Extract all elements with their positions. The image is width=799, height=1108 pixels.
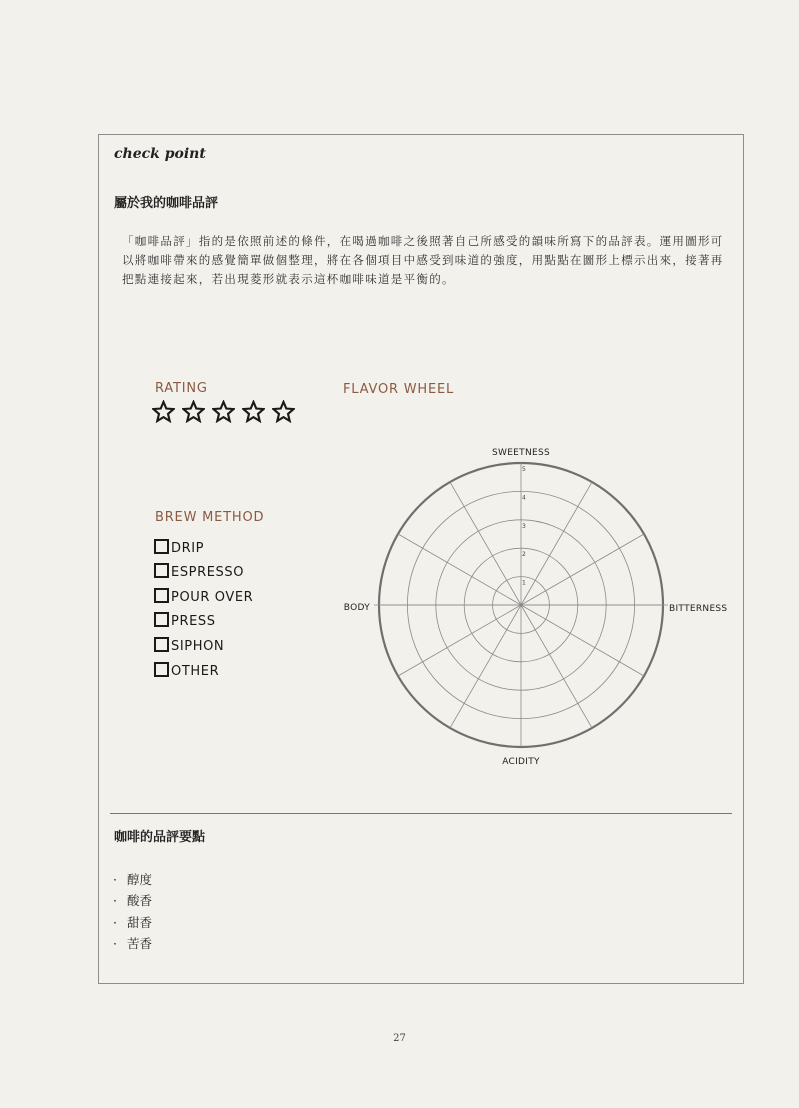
spoke	[398, 605, 521, 676]
axis-label-acidity: ACIDITY	[502, 757, 540, 767]
spoke	[521, 534, 644, 605]
scale-tick-label: 4	[522, 494, 526, 502]
axis-label-bitterness: BITTERNESS	[669, 604, 728, 614]
scale-ticks	[522, 466, 526, 587]
check-point-heading: check point	[114, 146, 206, 162]
brew-method-drip[interactable]: DRIP	[154, 532, 253, 557]
brew-method-espresso[interactable]: ESPRESSO	[154, 557, 253, 582]
list-item: · 甜香	[113, 914, 153, 930]
section-divider	[110, 813, 732, 814]
brew-method-other[interactable]: OTHER	[154, 655, 253, 680]
brew-method-siphon[interactable]: SIPHON	[154, 630, 253, 655]
axis-label-sweetness: SWEETNESS	[491, 448, 551, 458]
brew-method-pour-over[interactable]: POUR OVER	[154, 581, 253, 606]
section-title-key-points: 咖啡的品評要點	[114, 830, 206, 845]
scale-tick-label: 5	[522, 466, 526, 473]
section-title-my-review: 屬於我的咖啡品評	[114, 196, 219, 211]
brew-method-press[interactable]: PRESS	[154, 606, 253, 631]
list-item: · 醇度	[113, 872, 153, 887]
axis-label-body: BODY	[343, 603, 370, 613]
spoke	[521, 605, 644, 676]
spoke	[521, 605, 592, 728]
spoke	[398, 534, 521, 605]
scale-tick-label: 1	[522, 579, 526, 587]
scale-tick-label: 2	[522, 551, 526, 559]
flavor-wheel-label: FLAVOR WHEEL	[343, 382, 455, 397]
intro-paragraph: 「咖啡品評」指的是依照前述的條件，在喝過咖啡之後照著自己所感受的韻味所寫下的品評表。運用圖形可以將咖啡帶來的感覺簡單做個整理，將在各個項目中感受到味道的強度，用點點在圖形上標示出來，接著再把點連接起來，若出現菱形就表示這杯咖啡味道是平衡的。	[122, 234, 724, 286]
scale-tick-label: 3	[522, 522, 526, 530]
list-item: · 酸香	[113, 893, 153, 909]
spoke	[450, 482, 521, 605]
spoke	[521, 482, 592, 605]
list-item: · 苦香	[113, 935, 153, 951]
spoke	[450, 605, 521, 728]
brew-method-label: BREW METHOD	[155, 510, 265, 525]
rating-label: RATING	[155, 381, 208, 396]
flavor-wheel-grid	[374, 463, 668, 747]
key-points-list	[113, 869, 152, 954]
page-number: 27	[393, 1033, 406, 1044]
